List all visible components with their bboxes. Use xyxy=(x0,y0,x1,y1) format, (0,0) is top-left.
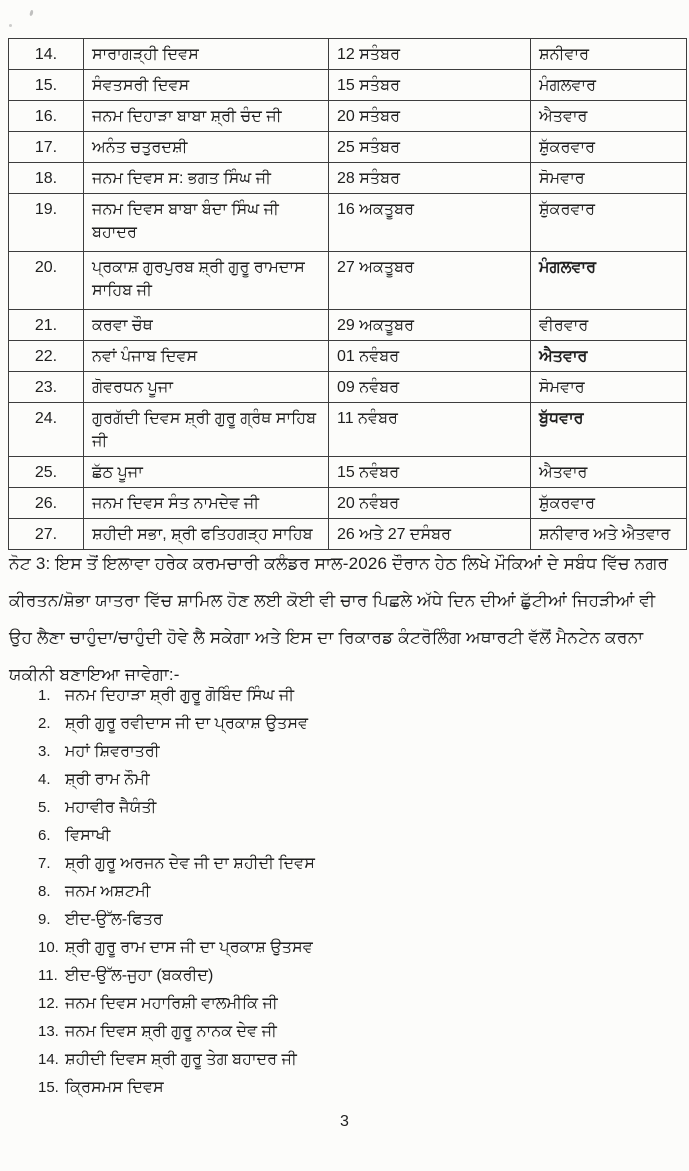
page-number: 3 xyxy=(340,1113,349,1130)
date-cell: 27 ਅਕਤੂਬਰ xyxy=(329,252,531,310)
list-item-text: ਮਹਾਵੀਰ ਜੈਯੰਤੀ xyxy=(65,799,157,816)
list-item-number: 1. xyxy=(38,687,51,704)
event-name-cell: ਨਵਾਂ ਪੰਜਾਬ ਦਿਵਸ xyxy=(84,341,329,372)
date-cell: 16 ਅਕਤੂਬਰ xyxy=(329,194,531,252)
list-item xyxy=(38,1046,598,1074)
weekday-cell: ਸ਼ੁੱਕਰਵਾਰ xyxy=(531,194,687,252)
holiday-table-body xyxy=(9,39,687,550)
weekday-cell: ਮੰਗਲਵਾਰ xyxy=(531,70,687,101)
weekday-cell: ਸ਼ਨੀਵਾਰ xyxy=(531,39,687,70)
event-name-cell: ਅਨੰਤ ਚਤੁਰਦਸ਼ੀ xyxy=(84,132,329,163)
list-item-number: 3. xyxy=(38,743,51,760)
serial-number-cell: 23. xyxy=(9,372,84,403)
list-item-number: 15. xyxy=(38,1079,59,1096)
date-cell: 25 ਸਤੰਬਰ xyxy=(329,132,531,163)
weekday-cell: ਬੁੱਧਵਾਰ xyxy=(531,403,687,457)
list-item xyxy=(38,850,598,878)
table-row xyxy=(9,341,687,372)
table-row xyxy=(9,252,687,310)
event-name-cell: ਜਨਮ ਦਿਵਸ ਸ: ਭਗਤ ਸਿੰਘ ਜੀ xyxy=(84,163,329,194)
list-item-number: 6. xyxy=(38,827,51,844)
list-item xyxy=(38,962,598,990)
serial-number-cell: 26. xyxy=(9,488,84,519)
list-item-number: 14. xyxy=(38,1051,59,1068)
list-item-number: 11. xyxy=(38,967,58,984)
date-cell: 12 ਸਤੰਬਰ xyxy=(329,39,531,70)
weekday-cell: ਸ਼ੁੱਕਰਵਾਰ xyxy=(531,488,687,519)
list-item xyxy=(38,1074,598,1102)
table-row xyxy=(9,310,687,341)
list-item-text: ਮਹਾਂ ਸ਼ਿਵਰਾਤਰੀ xyxy=(65,743,160,760)
event-name-cell: ਗੋਵਰਧਨ ਪੂਜਾ xyxy=(84,372,329,403)
list-item-number: 5. xyxy=(38,799,51,816)
list-item-text: ਸ਼੍ਰੀ ਰਾਮ ਨੌਮੀ xyxy=(65,771,150,788)
list-item xyxy=(38,990,598,1018)
serial-number-cell: 22. xyxy=(9,341,84,372)
list-item-number: 12. xyxy=(38,995,59,1012)
date-cell: 28 ਸਤੰਬਰ xyxy=(329,163,531,194)
weekday-cell: ਸੋਮਵਾਰ xyxy=(531,372,687,403)
event-name-cell: ਜਨਮ ਦਿਵਸ ਬਾਬਾ ਬੰਦਾ ਸਿੰਘ ਜੀ ਬਹਾਦਰ xyxy=(84,194,329,252)
weekday-cell: ਮੰਗਲਵਾਰ xyxy=(531,252,687,310)
serial-number-cell: 18. xyxy=(9,163,84,194)
list-item-number: 13. xyxy=(38,1023,59,1040)
serial-number-cell: 14. xyxy=(9,39,84,70)
list-item xyxy=(38,1018,598,1046)
note-paragraph: ਨੋਟ 3: ਇਸ ਤੋਂ ਇਲਾਵਾ ਹਰੇਕ ਕਰਮਚਾਰੀ ਕਲੰਡਰ ਸਾਲ-2026 ਦੌਰਾਨ ਹੇਠ ਲਿਖੇ ਮੌਕਿਆਂ ਦੇ ਸਬੰਧ ਵਿੱਚ ਨਗਰ ਕੀਰਤਨ/ਸ਼ੋਭਾ ਯਾਤਰਾ ਵਿੱਚ ਸ਼ਾਮਿਲ ਹੋਣ ਲਈ ਕੋਈ ਵੀ ਚਾਰ ਪਿਛਲੇ ਅੱਧੇ ਦਿਨ ਦੀਆਂ ਛੁੱਟੀਆਂ ਜਿਹੜੀਆਂ ਵੀ ਉਹ ਲੈਣਾ ਚਾਹੁੰਦਾ/ਚਾਹੁੰਦੀ ਹੋਵੇ ਲੈ ਸਕੇਗਾ ਅਤੇ ਇਸ ਦਾ ਰਿਕਾਰਡ ਕੰਟਰੋਲਿੰਗ ਅਥਾਰਟੀ ਵੱਲੋਂ ਮੈਨਟੇਨ ਕਰਨਾ ਯਕੀਨੀ ਬਣਾਇਆ ਜਾਵੇਗਾ:- xyxy=(9,554,669,684)
date-cell: 29 ਅਕਤੂਬਰ xyxy=(329,310,531,341)
list-item xyxy=(38,906,598,934)
date-cell: 15 ਸਤੰਬਰ xyxy=(329,70,531,101)
table-row xyxy=(9,70,687,101)
serial-number-cell: 17. xyxy=(9,132,84,163)
event-name-cell: ਜਨਮ ਦਿਵਸ ਸੰਤ ਨਾਮਦੇਵ ਜੀ xyxy=(84,488,329,519)
serial-number-cell: 16. xyxy=(9,101,84,132)
event-name-cell: ਸੰਵਤਸਰੀ ਦਿਵਸ xyxy=(84,70,329,101)
weekday-cell: ਸ਼ਨੀਵਾਰ ਅਤੇ ਐਤਵਾਰ xyxy=(531,519,687,550)
event-name-cell: ਪ੍ਰਕਾਸ਼ ਗੁਰਪੁਰਬ ਸ਼੍ਰੀ ਗੁਰੂ ਰਾਮਦਾਸ ਸਾਹਿਬ ਜੀ xyxy=(84,252,329,310)
holiday-table xyxy=(8,38,687,550)
table-row xyxy=(9,39,687,70)
list-item-text: ਜਨਮ ਅਸ਼ਟਮੀ xyxy=(65,883,151,900)
list-item-number: 2. xyxy=(38,715,51,732)
list-item-text: ਸ਼੍ਰੀ ਗੁਰੂ ਰਵੀਦਾਸ ਜੀ ਦਾ ਪ੍ਰਕਾਸ਼ ਉਤਸਵ xyxy=(65,715,308,732)
list-item-text: ਜਨਮ ਦਿਵਸ ਸ਼੍ਰੀ ਗੁਰੂ ਨਾਨਕ ਦੇਵ ਜੀ xyxy=(65,1023,277,1040)
list-item xyxy=(38,794,598,822)
date-cell: 11 ਨਵੰਬਰ xyxy=(329,403,531,457)
serial-number-cell: 21. xyxy=(9,310,84,341)
weekday-cell: ਐਤਵਾਰ xyxy=(531,341,687,372)
occasions-list xyxy=(38,682,598,1102)
list-item-number: 9. xyxy=(38,911,51,928)
event-name-cell: ਕਰਵਾ ਚੌਥ xyxy=(84,310,329,341)
table-row xyxy=(9,403,687,457)
scan-artifact xyxy=(29,10,34,17)
table-row xyxy=(9,194,687,252)
list-item xyxy=(38,710,598,738)
date-cell: 01 ਨਵੰਬਰ xyxy=(329,341,531,372)
list-item xyxy=(38,682,598,710)
list-item xyxy=(38,766,598,794)
list-item xyxy=(38,878,598,906)
list-item-text: ਵਿਸਾਖੀ xyxy=(65,827,111,844)
list-item-number: 8. xyxy=(38,883,51,900)
serial-number-cell: 24. xyxy=(9,403,84,457)
table-row xyxy=(9,132,687,163)
list-item-text: ਜਨਮ ਦਿਹਾੜਾ ਸ਼੍ਰੀ ਗੁਰੂ ਗੋਬਿੰਦ ਸਿੰਘ ਜੀ xyxy=(65,687,295,704)
serial-number-cell: 20. xyxy=(9,252,84,310)
date-cell: 26 ਅਤੇ 27 ਦਸੰਬਰ xyxy=(329,519,531,550)
table-row xyxy=(9,488,687,519)
serial-number-cell: 15. xyxy=(9,70,84,101)
scan-artifact xyxy=(9,24,12,27)
list-item-text: ਸ਼ਹੀਦੀ ਦਿਵਸ ਸ਼੍ਰੀ ਗੁਰੂ ਤੇਗ ਬਹਾਦਰ ਜੀ xyxy=(65,1051,297,1068)
date-cell: 09 ਨਵੰਬਰ xyxy=(329,372,531,403)
weekday-cell: ਸੋਮਵਾਰ xyxy=(531,163,687,194)
event-name-cell: ਜਨਮ ਦਿਹਾੜਾ ਬਾਬਾ ਸ਼੍ਰੀ ਚੰਦ ਜੀ xyxy=(84,101,329,132)
list-item-text: ਸ਼੍ਰੀ ਗੁਰੂ ਰਾਮ ਦਾਸ ਜੀ ਦਾ ਪ੍ਰਕਾਸ਼ ਉਤਸਵ xyxy=(65,939,313,956)
list-item xyxy=(38,822,598,850)
date-cell: 15 ਨਵੰਬਰ xyxy=(329,457,531,488)
event-name-cell: ਛੱਠ ਪੂਜਾ xyxy=(84,457,329,488)
table-row xyxy=(9,163,687,194)
serial-number-cell: 25. xyxy=(9,457,84,488)
list-item-text: ਈਦ-ਉੱਲ-ਜੁਹਾ (ਬਕਰੀਦ) xyxy=(65,967,214,984)
weekday-cell: ਸ਼ੁੱਕਰਵਾਰ xyxy=(531,132,687,163)
event-name-cell: ਗੁਰਗੱਦੀ ਦਿਵਸ ਸ਼੍ਰੀ ਗੁਰੂ ਗ੍ਰੰਥ ਸਾਹਿਬ ਜੀ xyxy=(84,403,329,457)
event-name-cell: ਸ਼ਹੀਦੀ ਸਭਾ, ਸ਼੍ਰੀ ਫਤਿਹਗੜ੍ਹ ਸਾਹਿਬ xyxy=(84,519,329,550)
table-row xyxy=(9,101,687,132)
date-cell: 20 ਸਤੰਬਰ xyxy=(329,101,531,132)
serial-number-cell: 27. xyxy=(9,519,84,550)
date-cell: 20 ਨਵੰਬਰ xyxy=(329,488,531,519)
table-row xyxy=(9,372,687,403)
list-item-text: ਜਨਮ ਦਿਵਸ ਮਹਾਰਿਸ਼ੀ ਵਾਲਮੀਕਿ ਜੀ xyxy=(65,995,278,1012)
list-item-number: 7. xyxy=(38,855,51,872)
serial-number-cell: 19. xyxy=(9,194,84,252)
list-item-text: ਕ੍ਰਿਸਮਸ ਦਿਵਸ xyxy=(65,1079,164,1096)
event-name-cell: ਸਾਰਾਗੜ੍ਹੀ ਦਿਵਸ xyxy=(84,39,329,70)
list-item-number: 10. xyxy=(38,939,59,956)
list-item-number: 4. xyxy=(38,771,51,788)
weekday-cell: ਵੀਰਵਾਰ xyxy=(531,310,687,341)
list-item-text: ਈਦ-ਉੱਲ-ਫਿਤਰ xyxy=(65,911,163,928)
table-row xyxy=(9,457,687,488)
list-item xyxy=(38,934,598,962)
weekday-cell: ਐਤਵਾਰ xyxy=(531,101,687,132)
weekday-cell: ਐਤਵਾਰ xyxy=(531,457,687,488)
list-item-text: ਸ਼੍ਰੀ ਗੁਰੂ ਅਰਜਨ ਦੇਵ ਜੀ ਦਾ ਸ਼ਹੀਦੀ ਦਿਵਸ xyxy=(65,855,315,872)
list-item xyxy=(38,738,598,766)
